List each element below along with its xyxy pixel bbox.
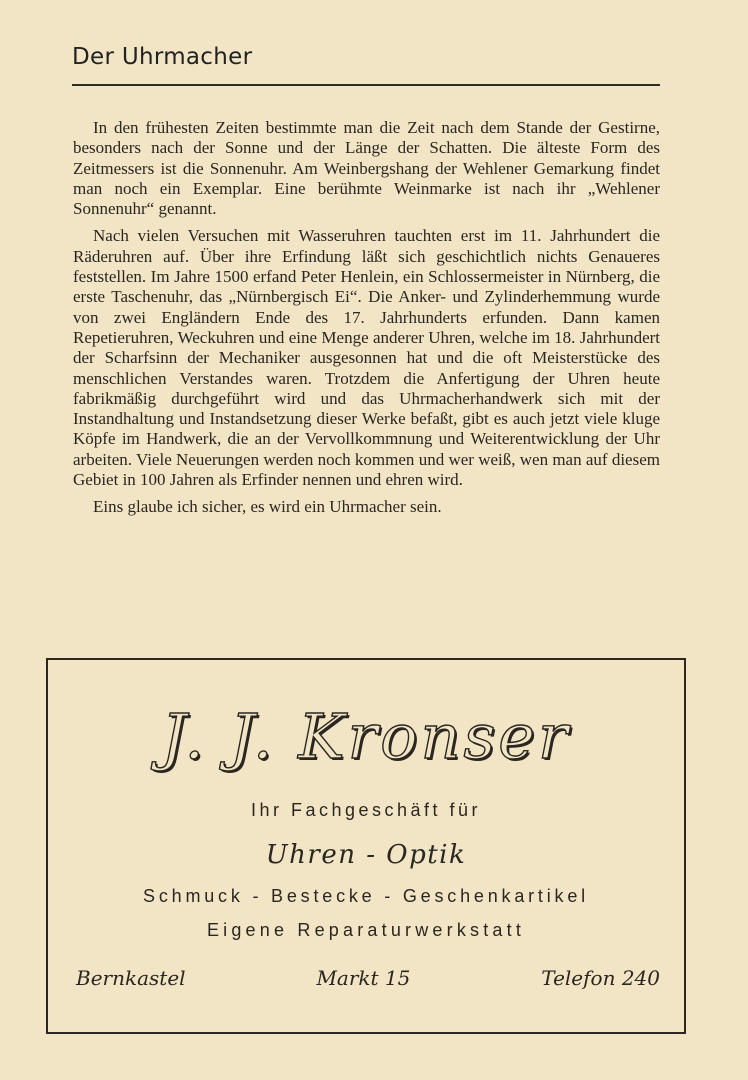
article-paragraph: In den frühesten Zeiten bestimmte man die Zeit nach dem Stande der Gestirne, besonders nach der Sonne und der Länge der Schatten. Die älteste Form des Zeitmessers ist die Sonnenuhr. Am Weinbergshang der Wehlener Gemarkung findet man noch ein Exemplar. Eine berühmte Weinmarke ist nach ihr „Wehlener Sonnenuhr“ genannt. — [73, 118, 660, 219]
ad-items-line: Schmuck - Bestecke - Geschenkartikel — [143, 886, 589, 906]
ad-address: Markt 15 — [316, 966, 411, 990]
article-closing-line: Eins glaube ich sicher, es wird ein Uhrmacher sein. — [93, 497, 442, 517]
article-paragraph: Nach vielen Versuchen mit Wasseruhren tauchten erst im 11. Jahrhundert die Räderuhren auf. Über ihre Erfindung läßt sich geschichtlich nichts Genaueres feststellen. Im Jahre 1500 erfand Peter Henlein, ein Schlossermeister in Nürnberg, die erste Taschenuhr, das „Nürnbergisch Ei“. Die Anker- und Zylinderhemmung wurde von zwei Engländern Ende des 17. Jahrhunderts erfunden. Dann kamen Repetieruhren, Weckuhren und eine Menge anderer Uhren, welche im 18. Jahrhundert der Scharfsinn der Mechaniker ausgesonnen hat und die oft Meisterstücke des menschlichen Verstandes waren. Trotzdem die Anfertigung der Uhren heute fabrikmäßig durchgeführt wird und das Uhrmacherhandwerk sich mit der Instandhaltung und Instandsetzung dieser Werke befaßt, gibt es auch jetzt viele kluge Köpfe im Handwerk, die an der Vervollkommnung und Weiterentwicklung der Uhr arbeiten. Viele Neuerungen werden noch kommen und wer weiß, wen man auf diesem Gebiet in 100 Jahren als Erfinder nennen und ehren wird. — [73, 226, 660, 490]
page-title: Der Uhrmacher — [72, 44, 253, 70]
ad-footer — [76, 966, 660, 990]
article-body — [73, 118, 660, 525]
title-divider — [72, 84, 660, 86]
ad-products-line: Uhren - Optik — [265, 840, 467, 870]
ad-intro-line: Ihr Fachgeschäft für — [250, 800, 482, 820]
advertisement-box — [46, 658, 686, 1034]
ad-town: Bernkastel — [76, 966, 186, 990]
ad-workshop-line: Eigene Reparaturwerkstatt — [206, 920, 526, 940]
advertiser-name: J. J. Kronser — [161, 700, 571, 773]
ad-phone: Telefon 240 — [541, 966, 660, 990]
